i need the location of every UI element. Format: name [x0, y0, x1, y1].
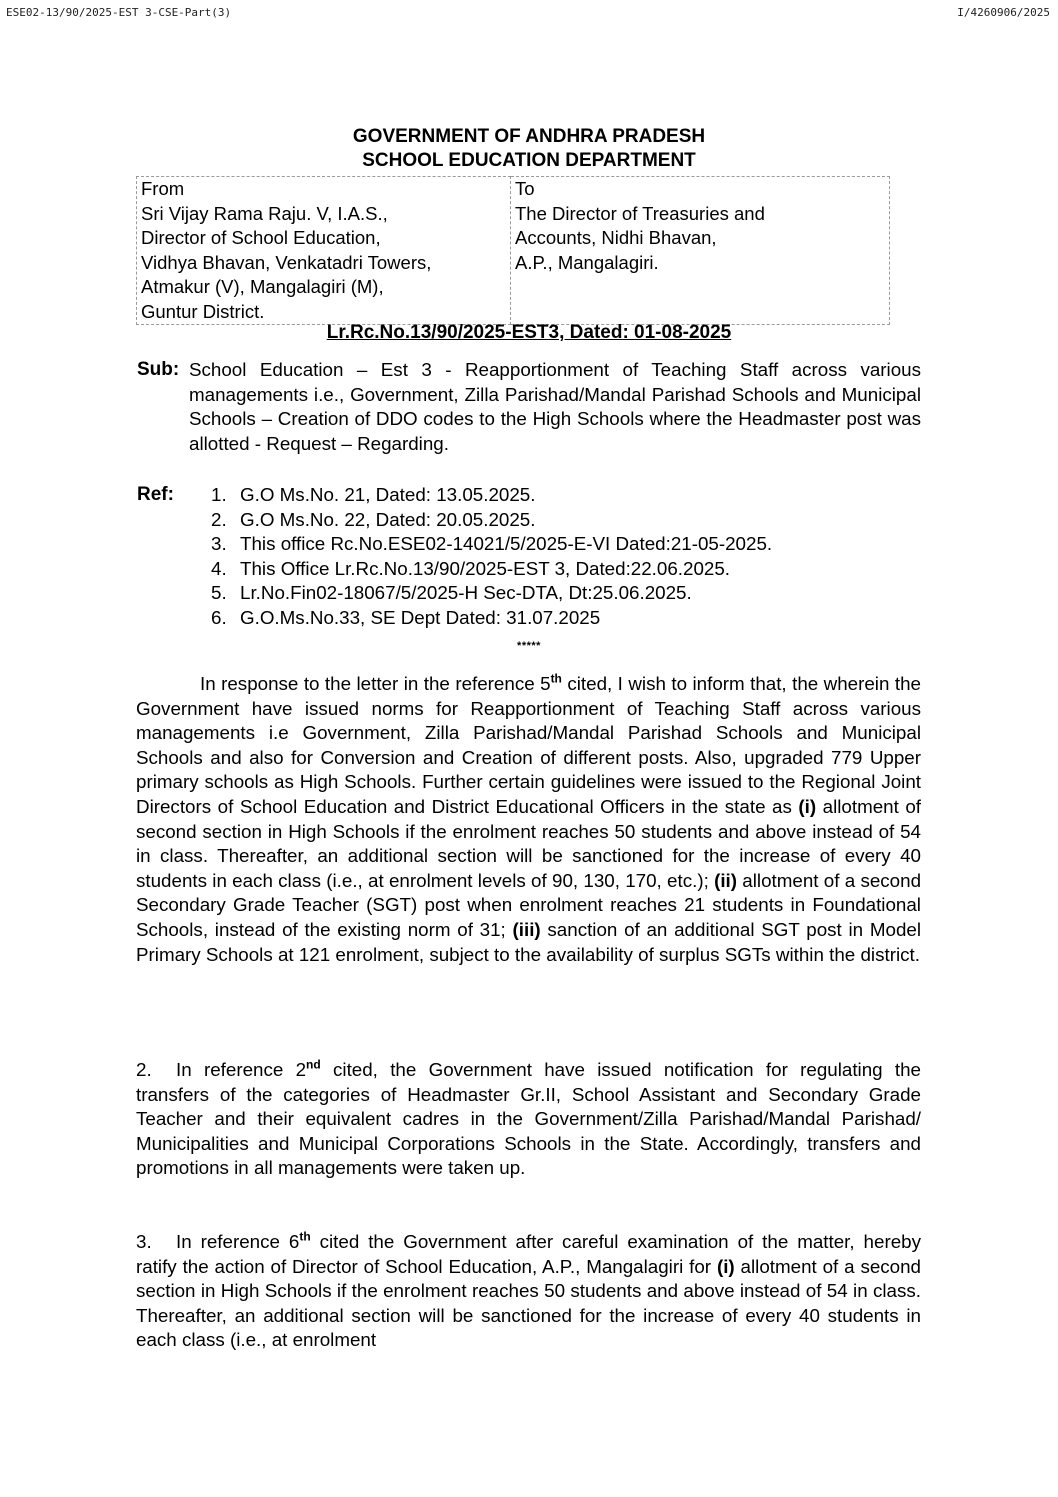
ordinal-suffix: nd [306, 1057, 321, 1072]
government-title: GOVERNMENT OF ANDHRA PRADESH [352, 126, 706, 147]
from-label: From [141, 178, 185, 199]
para-text: cited the Government after careful examination of the matter, hereby ratify the action of Director of School Education, A.P., Mangalagiri for [136, 1231, 921, 1277]
reference-item [211, 483, 772, 508]
references-label: Ref: [137, 484, 174, 505]
from-line: Atmakur (V), Mangalagiri (M), [141, 276, 384, 297]
reference-text: Lr.No.Fin02-18067/5/2025-H Sec-DTA, Dt:25.06.2025. [240, 582, 692, 604]
reference-text: G.O.Ms.No.33, SE Dept Dated: 31.07.2025 [240, 606, 601, 628]
list-marker: (i) [716, 1255, 735, 1277]
para-text: allotment of a second Secondary Grade Teacher (SGT) post when enrolment reaches 21 students in Foundational Schools, instead of the existing norm of 31; [136, 869, 922, 940]
from-line: Sri Vijay Rama Raju. V, I.A.S., [141, 202, 388, 224]
reference-item [211, 532, 772, 557]
subject-label: Sub: [137, 359, 180, 380]
department-title: SCHOOL EDUCATION DEPARTMENT [362, 150, 696, 171]
paragraph-2 [136, 1058, 921, 1181]
to-line: The Director of Treasuries and [515, 202, 765, 224]
to-block [511, 177, 890, 325]
paragraph-number: 2. [136, 1059, 152, 1080]
para-text: cited, I wish to inform that, the wherein the Government have issued norms for Reapportionment of Teaching Staff across various managements i.e Government, Zilla Parishad/Mandal Parishad Schools and Municipal Schools and also for Conversion and Creation of different posts. Also, upgraded 779 Upper primary schools as High Schools. Further certain guidelines were issued to the Regional Joint Directors of School Education and District Educational Officers in the state as [136, 673, 921, 817]
letter-reference-number: Lr.Rc.No.13/90/2025-EST3, Dated: 01-08-2025 [326, 322, 732, 343]
reference-text: This Office Lr.Rc.No.13/90/2025-EST 3, Dated:22.06.2025. [240, 557, 730, 579]
reference-number: 6. [211, 606, 227, 628]
reference-text: G.O Ms.No. 21, Dated: 13.05.2025. [240, 484, 536, 505]
to-line: A.P., Mangalagiri. [515, 251, 659, 273]
reference-number: 1. [211, 484, 227, 505]
from-line: Director of School Education, [141, 227, 381, 248]
reference-item [211, 606, 772, 631]
para-text: In reference 6 [176, 1231, 300, 1252]
reference-text: G.O Ms.No. 22, Dated: 20.05.2025. [240, 508, 536, 530]
ordinal-suffix: th [299, 1229, 311, 1244]
reference-item [211, 581, 772, 606]
from-block [137, 177, 511, 325]
reference-number: 5. [211, 582, 227, 604]
from-line: Guntur District. [141, 300, 265, 322]
para-text: allotment of a second section in High Schools if the enrolment reaches 50 students and above instead of 54 in class. Thereafter, an additional section will be sanctioned for the increase of every 40 students in each class (i.e., at enrolment [136, 1255, 922, 1351]
para-text: sanction of an additional SGT post in Model Primary Schools at 121 enrolment, subject to the availability of surplus SGTs within the district. [136, 918, 922, 965]
list-marker: (ii) [714, 869, 738, 891]
para-text: In reference 2 [176, 1059, 307, 1080]
paragraph-1 [136, 672, 921, 967]
para-text: allotment of second section in High Schools if the enrolment reaches 50 students and above instead of 54 in class. Thereafter, an additional section will be sanctioned for the increase of every 40 students in each class (i.e., at enrolment levels of 90, 130, 170, etc.); [136, 795, 921, 891]
paragraph-3 [136, 1230, 921, 1353]
reference-item [211, 557, 772, 582]
file-number-header: ESE02-13/90/2025-EST 3-CSE-Part(3) [6, 6, 232, 19]
separator-stars: ***** [517, 640, 541, 652]
subject-text: School Education – Est 3 - Reapportionment of Teaching Staff across various managements i.e., Government, Zilla Parishad/Mandal Parishad Schools and Municipal Schools – Creation of DDO codes to the High Schools where the Headmaster post was allotted - Request – Regarding. [189, 359, 921, 454]
to-label: To [515, 178, 535, 199]
para-text: cited, the Government have issued notification for regulating the transfers of the categories of Headmaster Gr.II, School Assistant and Secondary Grade Teacher and their equivalent cadres in the Government/Zilla Parishad/Mandal Parishad/ Municipalities and Municipal Corporations Schools in the State. Accordingly, transfers and promotions in all managements were taken up. [136, 1059, 922, 1179]
ordinal-suffix: th [550, 671, 562, 686]
reference-number: 4. [211, 557, 227, 579]
list-marker: (iii) [512, 918, 541, 940]
para-text: In response to the letter in the reference 5 [200, 673, 551, 694]
reference-number: 2. [211, 508, 227, 530]
from-line: Vidhya Bhavan, Venkatadri Towers, [141, 251, 432, 273]
document-id-header: I/4260906/2025 [957, 6, 1050, 19]
reference-text: This office Rc.No.ESE02-14021/5/2025-E-VI Dated:21-05-2025. [240, 533, 773, 555]
reference-number: 3. [211, 533, 227, 555]
references-list [211, 483, 772, 631]
list-marker: (i) [798, 795, 817, 817]
address-table [136, 176, 890, 325]
reference-item [211, 508, 772, 533]
to-line: Accounts, Nidhi Bhavan, [515, 227, 717, 248]
paragraph-number: 3. [136, 1231, 152, 1252]
